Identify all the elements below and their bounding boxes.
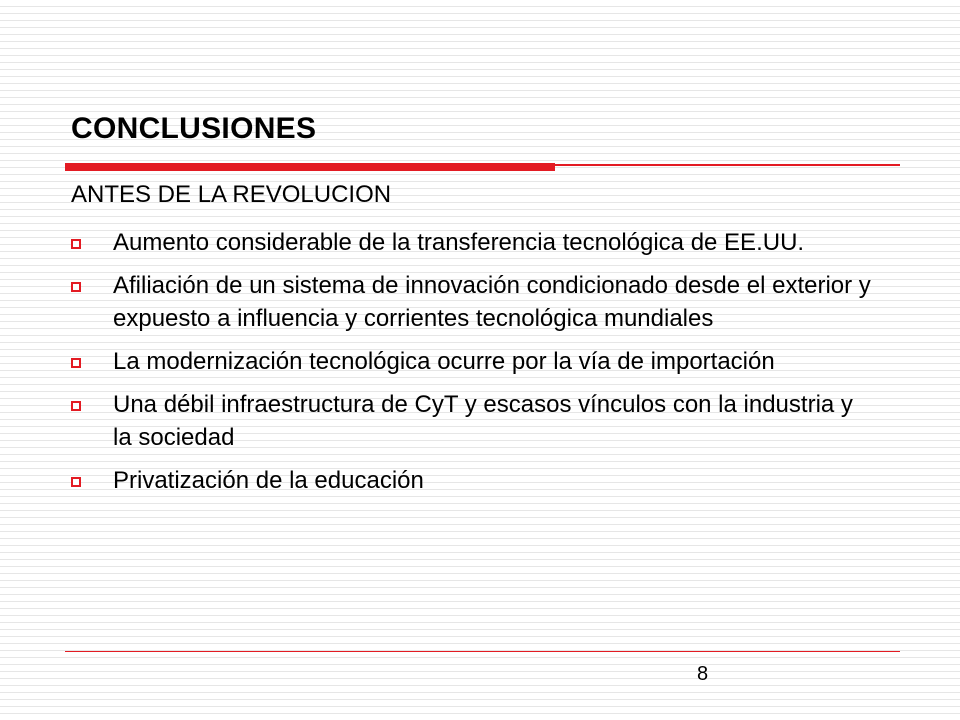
bullet-text: Privatización de la educación — [113, 467, 424, 494]
bullet-item — [71, 388, 871, 454]
title-underline-thin — [555, 164, 900, 166]
page-number: 8 — [697, 663, 709, 685]
hollow-square-icon — [71, 239, 81, 249]
bullet-item — [71, 464, 871, 497]
bullet-item — [71, 345, 871, 378]
bullet-item — [71, 269, 871, 335]
title-underline-thick — [65, 163, 555, 171]
bullet-text: Aumento considerable de la transferencia tecnológica de EE.UU. — [113, 229, 805, 256]
hollow-square-icon — [71, 358, 81, 368]
bullet-list — [71, 226, 871, 507]
hollow-square-icon — [71, 282, 81, 292]
bullet-text: Afiliación de un sistema de innovación condicionado desde el exterior y expuesto a influencia y corrientes tecnológica mundiales — [113, 272, 871, 332]
slide-subtitle: ANTES DE LA REVOLUCION — [71, 181, 392, 208]
bullet-item — [71, 226, 871, 259]
slide-title: CONCLUSIONES — [71, 112, 317, 145]
hollow-square-icon — [71, 401, 81, 411]
footer-rule — [65, 651, 900, 652]
bullet-text: La modernización tecnológica ocurre por la vía de importación — [113, 348, 775, 375]
hollow-square-icon — [71, 477, 81, 487]
bullet-text: Una débil infraestructura de CyT y escasos vínculos con la industria y la sociedad — [113, 391, 853, 451]
